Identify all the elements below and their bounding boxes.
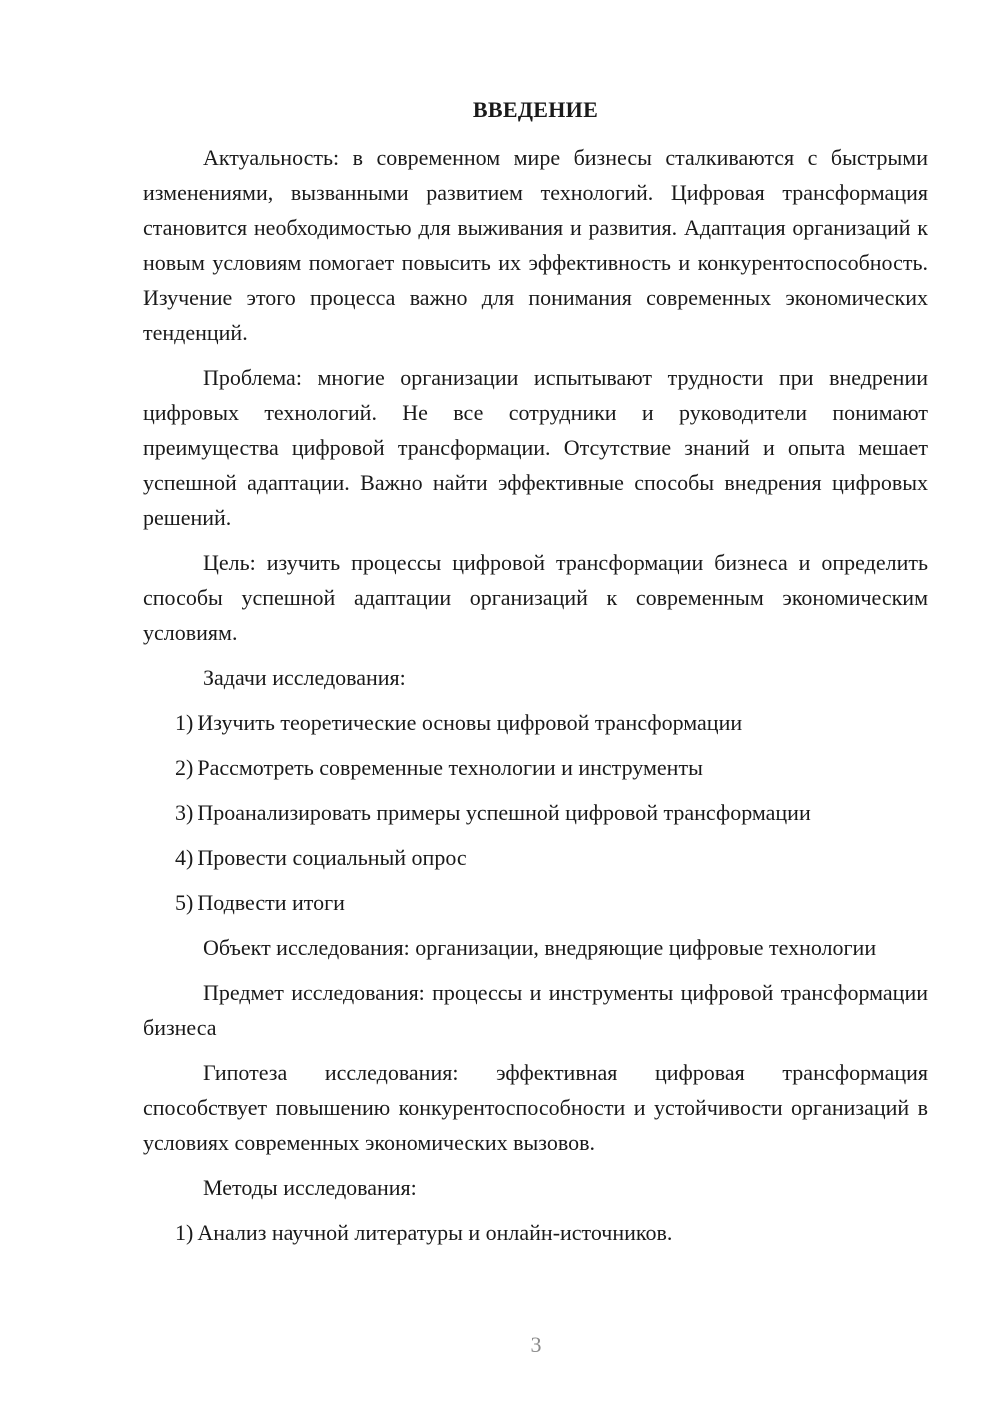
- list-item-number: 1): [175, 710, 194, 735]
- list-item-text: Провести социальный опрос: [197, 845, 467, 870]
- tasks-label: Задачи исследования:: [203, 665, 406, 690]
- relevance-paragraph: Актуальность: в современном мире бизнесы сталкиваются с быстрыми изменениями, вызванными развитием технологий. Цифровая трансформация становится необходимостью для выживания и развития. Адаптация организаций к новым условиям помогает повысить их эффективность и конкурентоспособность. Изучение этого процесса важно для понимания современных экономических тенденций.: [143, 145, 928, 345]
- list-item-number: 2): [175, 755, 194, 780]
- subject-paragraph: Предмет исследования: процессы и инструменты цифровой трансформации бизнеса: [143, 980, 928, 1040]
- methods-list: [143, 1215, 928, 1250]
- list-item-text: Изучить теоретические основы цифровой трансформации: [197, 710, 743, 735]
- list-item-number: 3): [175, 800, 194, 825]
- list-item-text: Проанализировать примеры успешной цифровой трансформации: [197, 800, 811, 825]
- list-item: [143, 795, 928, 830]
- object-paragraph: Объект исследования: организации, внедряющие цифровые технологии: [203, 935, 877, 960]
- list-item: [143, 705, 928, 740]
- hypothesis-paragraph: Гипотеза исследования: эффективная цифровая трансформация способствует повышению конкурентоспособности и устойчивости организаций в условиях современных экономических вызовов.: [143, 1060, 928, 1155]
- list-item: [143, 750, 928, 785]
- methods-label: Методы исследования:: [203, 1175, 417, 1200]
- section-heading: ВВЕДЕНИЕ: [472, 97, 599, 122]
- list-item-text: Анализ научной литературы и онлайн-источников.: [197, 1220, 673, 1245]
- page-number: 3: [530, 1332, 542, 1357]
- list-item: [143, 885, 928, 920]
- goal-paragraph: Цель: изучить процессы цифровой трансформации бизнеса и определить способы успешной адаптации организаций к современным экономическим условиям.: [143, 550, 928, 645]
- list-item-number: 1): [175, 1220, 194, 1245]
- problem-paragraph: Проблема: многие организации испытывают трудности при внедрении цифровых технологий. Не все сотрудники и руководители понимают преимущества цифровой трансформации. Отсутствие знаний и опыта мешает успешной адаптации. Важно найти эффективные способы внедрения цифровых решений.: [143, 365, 928, 530]
- document-page: [143, 95, 928, 1260]
- list-item-number: 5): [175, 890, 194, 915]
- list-item-number: 4): [175, 845, 194, 870]
- list-item: [143, 1215, 928, 1250]
- list-item-text: Рассмотреть современные технологии и инструменты: [197, 755, 703, 780]
- list-item: [143, 840, 928, 875]
- list-item-text: Подвести итоги: [197, 890, 345, 915]
- tasks-list: [143, 705, 928, 920]
